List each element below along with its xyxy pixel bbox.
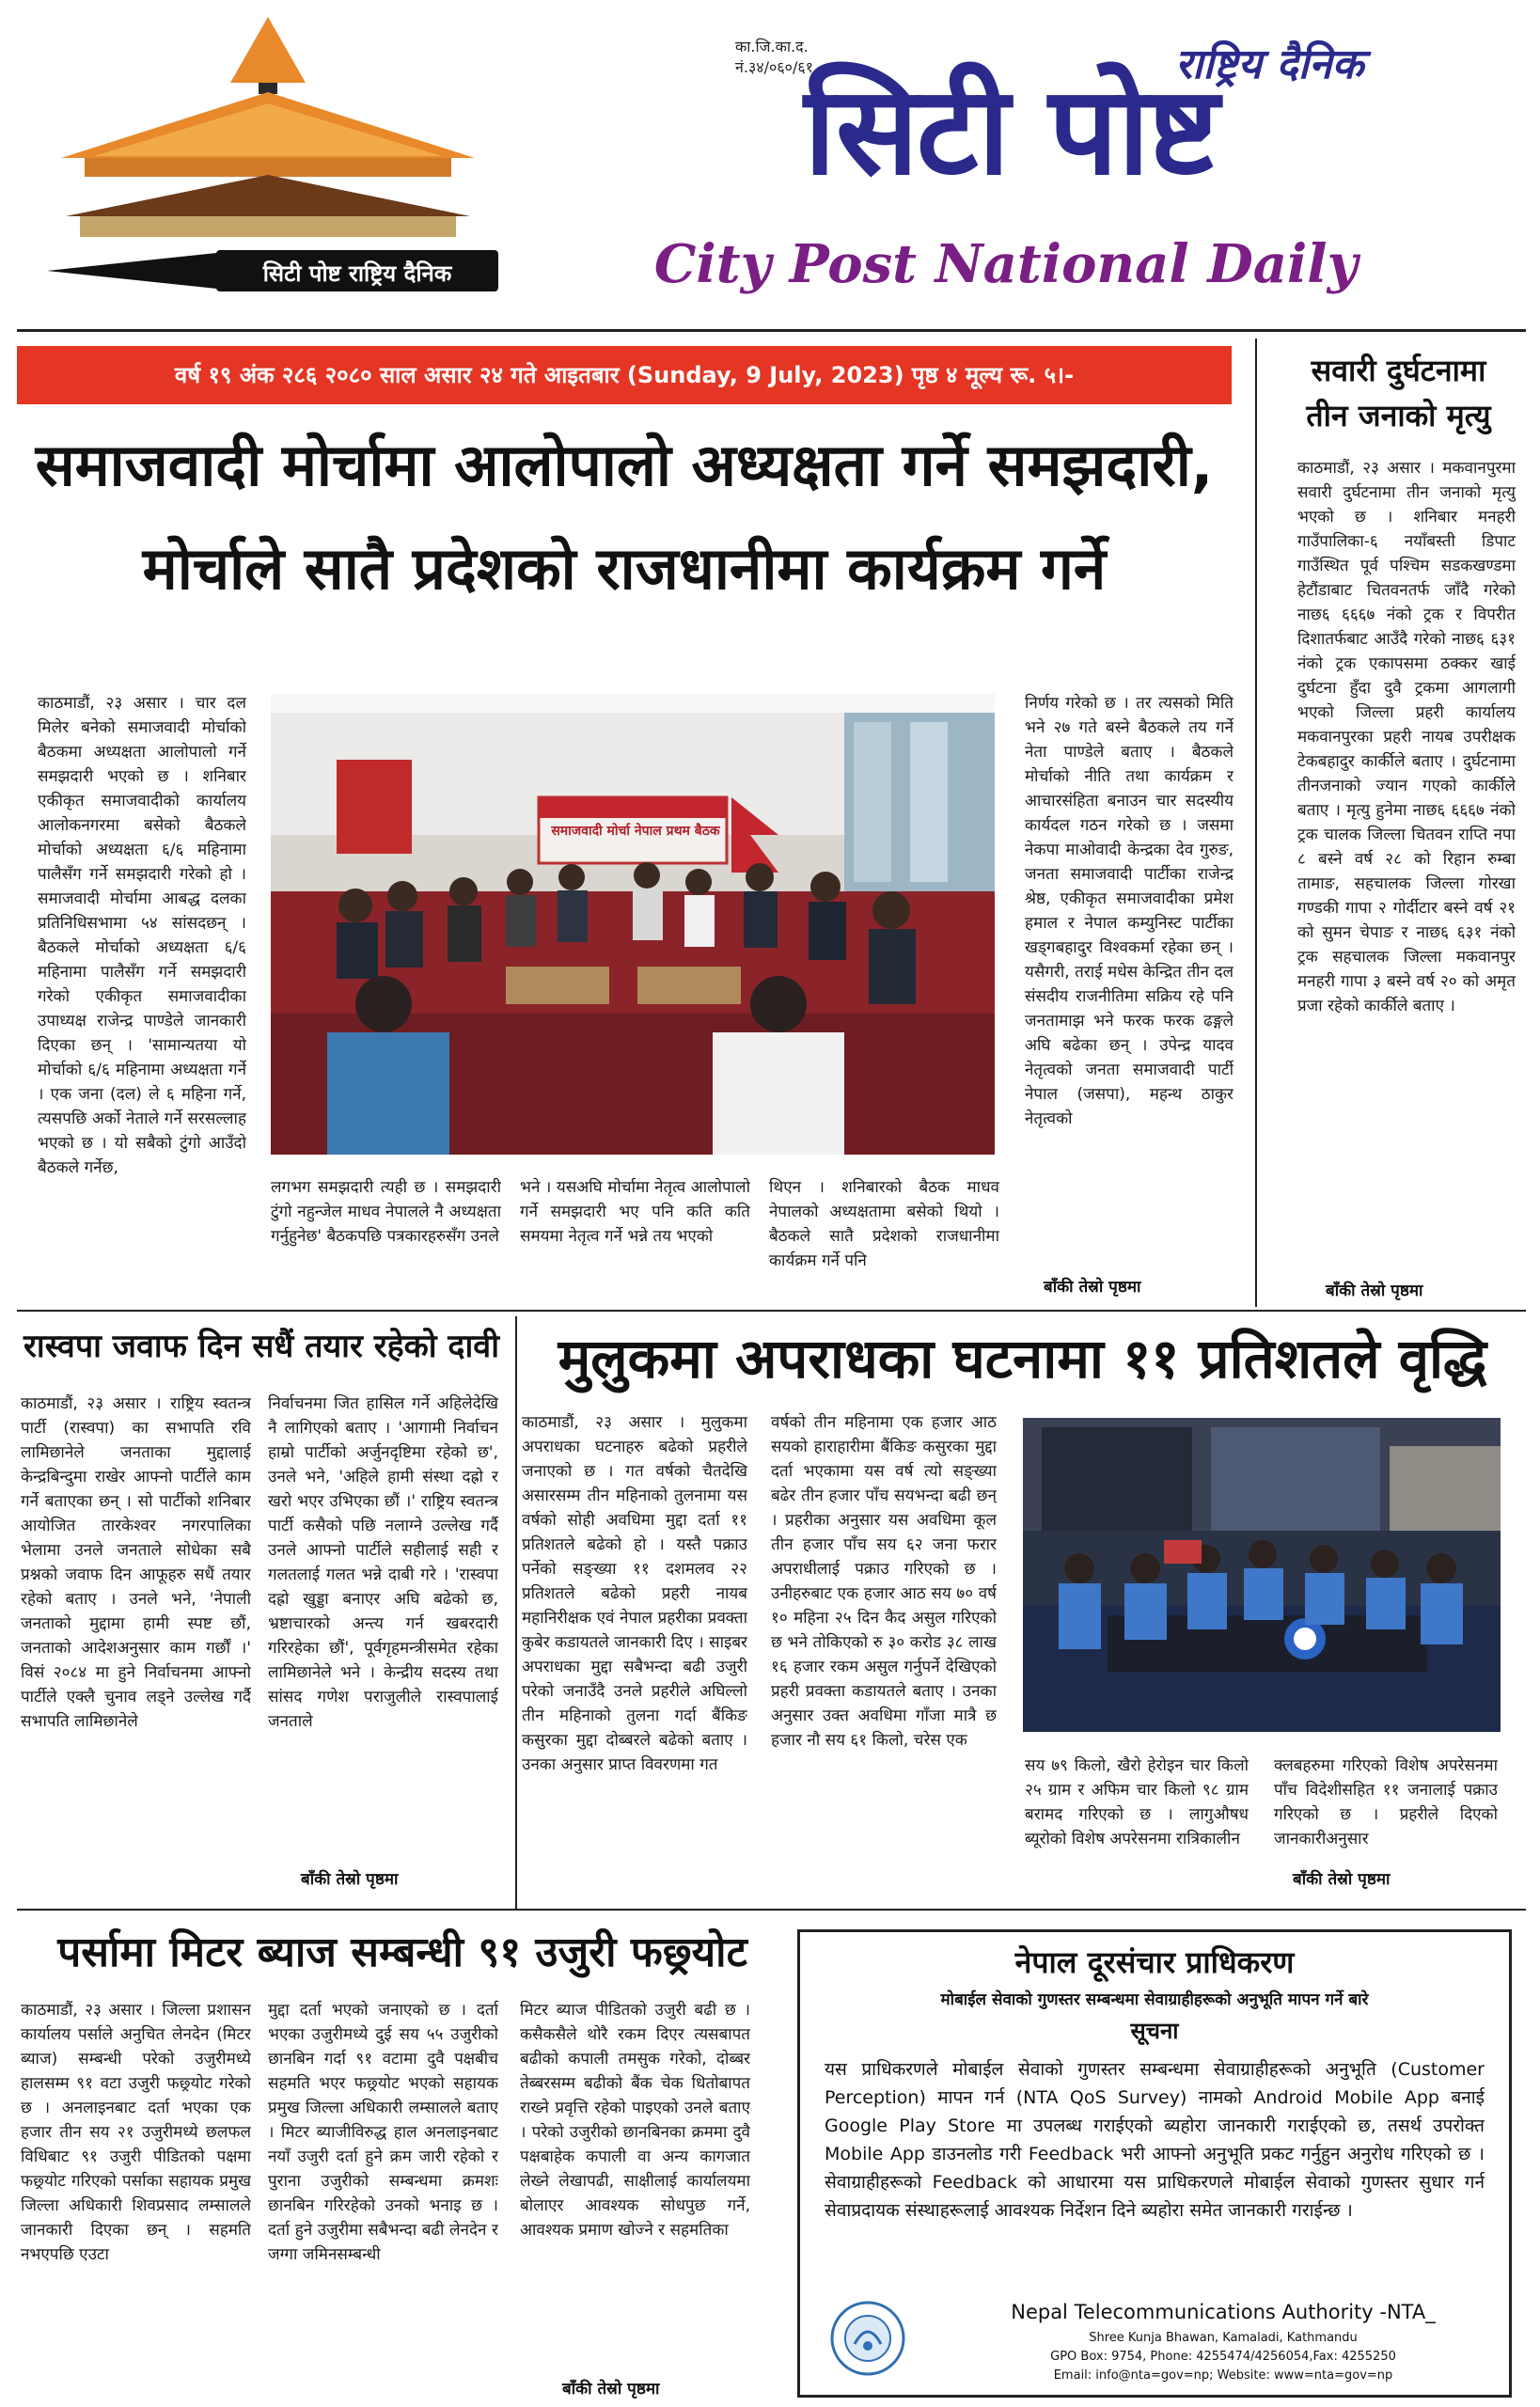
nta-org-name: Nepal Telecommunications Authority -NTA_: [1011, 2301, 1436, 2323]
section-divider-1: [17, 1310, 1526, 1312]
masthead-divider: [17, 329, 1526, 332]
parsa-column-2: मुद्दा दर्ता भएको जनाएको छ । दर्ता भएका उजुरीमध्ये दुई सय ५५ उजुरीको छानबिन गर्दा ९१ वटामा दुवै पक्षबीच सहमति भएर फछ्र्योट भएको सहायक प्रमुख जिल्ला अधिकारी लम्सालले बताए । मिटर ब्याजीविरुद्ध हाल अनलाइनबाट नयाँ उजुरी दर्ता हुने क्रम जारी रहेको र पुराना उजुरीको सम्बन्धमा क्रमशः छानबिन गरिरहेको उनको भनाइ छ । दर्ता हुने उजुरीमा सबैभन्दा बढी लेनदेन र जग्गा जमिनसम्बन्धी: [268, 2001, 498, 2264]
lead-headline-line-1: समाजवादी मोर्चामा आलोपालो अध्यक्षता गर्ने समझदारी,: [35, 431, 1214, 499]
lead-headline-line-2: मोर्चाले सातै प्रदेशको राजधानीमा कार्यक्रम गर्ने: [142, 534, 1107, 603]
registration-line-2: नं.३४/०६०/६१: [735, 58, 813, 76]
crime-photo: [1023, 1418, 1501, 1732]
lead-photo: [271, 694, 995, 1155]
masthead: [0, 0, 1540, 329]
parsa-column-1: काठमाडौं, २३ असार । जिल्ला प्रशासन कार्यालय पर्साले अनुचित लेनदेन (मिटर ब्याज) सम्बन्धी परेको उजुरीमध्ये हालसम्म ९१ वटा उजुरी फछ्र्योट गरेको छ । अनलाइनबाट दर्ता भएका एक हजार तीन सय २१ उजुरीमध्ये छलफल विधिबाट ९१ उजुरी पीडितको पक्षमा फछ्र्योट गरिएको पर्साका सहायक प्रमुख जिल्ला अधिकारी शिवप्रसाद लम्सालले जानकारी दिएका छन् । सहमति नभएपछि एउटा: [21, 2001, 251, 2264]
nta-emblem: [828, 2299, 907, 2378]
lead-column-3: भने । यसअघि मोर्चामा नेतृत्व आलोपालो गर्ने समझदारी भए पनि कति कति समयमा नेतृत्व गर्ने भन्ने तय भएको: [520, 1178, 750, 1246]
rsp-column-2: निर्वाचनमा जित हासिल गर्ने अहिलेदेखि नै लागिएको बताए । 'आगामी निर्वाचन हाम्रो पार्टीको अर्जुनदृष्टिमा रहेको छ', उनले भने, 'अहिले हामी संस्था दह्रो र खरो भएर उभिएका छौं ।' राष्ट्रिय स्वतन्त्र पार्टी कसैको पछि नलाग्ने उल्लेख गर्दै उनले आफ्नो पार्टीले सहीलाई सही र गलतलाई गलत भन्ने दाबी गरे । 'रास्वपा दह्रो खुड्डा बनाएर अघि बढेको छ, भ्रष्टाचारको अन्त्य गर्न खबरदारी गरिरहेका छौं', पूर्वगृहमन्त्रीसमेत रहेका लामिछानेले भने । केन्द्रीय सदस्य तथा सांसद गणेश पराजुलीले रास्वपालाई जनताले: [268, 1394, 498, 1731]
parsa-column-3: मिटर ब्याज पीडितको उजुरी बढी छ । कसैकसैले थोरै रकम दिएर त्यसबापत बढीको कपाली तमसुक गरेको, दोब्बर तेब्बरसम्म बढीको बैंक चेक धितोबापत राख्ने प्रवृत्ति रहेको पाइएको उनले बताए । परेको उजुरीको छानबिनका क्रममा दुवै पक्षबाहेक कपाली वा अन्य कागजात लेख्ने लेखापढी, साक्षीलाई कार्यालयमा बोलाएर आवश्यक सोधपुछ गर्ने, आवश्यक प्रमाण खोज्ने र सहमतिका: [520, 2001, 750, 2240]
logo-caption: सिटी पोष्ट राष्ट्रिय दैनिक: [262, 260, 452, 287]
parsa-headline: पर्सामा मिटर ब्याज सम्बन्धी ९१ उजुरी फछ्र्योट: [57, 1928, 747, 1976]
nta-notice-heading: सूचना: [1130, 2018, 1179, 2044]
nta-title: नेपाल दूरसंचार प्राधिकरण: [1014, 1944, 1295, 1980]
rsp-headline: रास्वपा जवाफ दिन सधैं तयार रहेको दावी: [23, 1328, 500, 1365]
side-body: काठमाडौं, २३ असार । मकवानपुरमा सवारी दुर्घटनामा तीन जनाको मृत्यु भएको छ । शनिबार मनहरी गाउँपालिका-६ नयाँबस्ती डिपाट गाउँस्थित पूर्व पश्चिम सडकखण्डमा हेटौंडाबाट चितवनतर्फ जाँदै गरेको नाछ६ ६६६७ नंको ट्रक र विपरीत दिशातर्फबाट आउँदै गरेको नाछ६ ६३१ नंको ट्रक एकापसमा ठक्कर खाई दुर्घटना हुँदा दुवै ट्रकमा आगलागी भएको जिल्ला प्रहरी कार्यालय मकवानपुरका प्रहरी नायब उपरीक्षक टेकबहादुर कार्कीले बताए । दुर्घटनामा तीनजनाको ज्यान गएको कार्कीले बताए । मृत्यु हुनेमा नाछ६ ६६६७ नंको ट्रक चालक जिल्ला चितवन राप्ति नपा ८ बस्ने वर्ष २८ को रिहान रुम्बा तामाङ, सहचालक जिल्ला गोरखा गण्डकी गापा २ गोर्दीटार बस्ने वर्ष २१ को सुमन चेपाङ र नाछ६ ६३१ नंको ट्रक सहचालक जिल्ला मकवानपुर मनहरी गापा ३ बस्ने वर्ष २० को अमृत प्रजा रहेको कार्कीले बताए ।: [1297, 459, 1516, 1015]
nta-email: Email: info@nta=gov=np; Website: www=nta=gov=np: [1053, 2368, 1393, 2383]
rsp-continued: बाँकी तेस्रो पृष्ठमा: [301, 1870, 399, 1889]
crime-column-1: काठमाडौं, २३ असार । मुलुकमा अपराधका घटनाहरु बढेको प्रहरीले जनाएको छ । गत वर्षको चैतदेखि असारसम्म तीन महिनाको तुलनामा यस वर्षको सोही अवधिमा मुद्दा दर्ता ११ प्रतिशतले बढेको हो । यस्तै पक्राउ पर्नेको सङ्ख्या ११ दशमलव २२ प्रतिशतले बढेको प्रहरी नायब महानिरीक्षक एवं नेपाल प्रहरीका प्रवक्ता कुबेर कडायतले जानकारी दिए । साइबर अपराधका मुद्दा सबैभन्दा बढी उजुरी परेको जनाउँदै उनले प्रहरीले अघिल्लो तीन महिनाको तुलना गर्दा बैंकिङ कसुरका मुद्दा दोब्बरले बढेको बताए । उनका अनुसार प्राप्त विवरणमा गत: [522, 1413, 747, 1774]
masthead-title: सिटी पोष्ट: [804, 59, 1218, 202]
lead-column-4: थिएन । शनिबारको बैठक माधव नेपालको अध्यक्षतामा बसेको थियो । बैठकले सातै प्रदेशको राजधानीमा कार्यक्रम गर्ने पनि: [769, 1178, 999, 1270]
nta-phones: GPO Box: 9754, Phone: 4255474/4256054,Fax: 4255250: [1050, 2350, 1396, 2364]
rsp-crime-divider: [515, 1316, 517, 1909]
rsp-column-1: काठमाडौं, २३ असार । राष्ट्रिय स्वतन्त्र पार्टी (रास्वपा) का सभापति रवि लामिछानेले जनताका मुद्दालाई केन्द्रबिन्दुमा राखेर आफ्नो पार्टीले काम गर्ने बताएका छन् । सो पार्टीको शनिबार आयोजित तारकेश्वर नगरपालिका भेलामा उनले जनताले सोधेका सबै प्रश्नको जवाफ दिन आफूहरु सधैं तयार रहेको बताए । उनले भने, 'नेपाली जनताको मुद्दामा हामी स्पष्ट छौं, जनताको आदेशअनुसार काम गर्छौं ।' विसं २०८४ मा हुने निर्वाचनमा आफ्नो पार्टीले एक्लै चुनाव लड्ने उल्लेख गर्दै सभापति लामिछानेले: [21, 1394, 251, 1731]
side-continued: बाँकी तेस्रो पृष्ठमा: [1326, 1282, 1423, 1300]
nta-address: Shree Kunja Bhawan, Kamaladi, Kathmandu: [1089, 2331, 1358, 2345]
lead-photo-banner: समाजवादी मोर्चा नेपाल प्रथम बैठक: [551, 824, 720, 839]
dateline-band: [17, 346, 1232, 404]
lead-column-2: लगभग समझदारी त्यही छ । समझदारी टुंगो नहुन्जेल माधव नेपालले नै अध्यक्षता गर्नुहुनेछ' बैठकपछि पत्रकारहरुसँग उनले: [271, 1178, 501, 1246]
crime-column-4: क्लबहरुमा गरिएको विशेष अपरेसनमा पाँच विदेशीसहित ११ जनालाई पक्राउ गरिएको छ । प्रहरीले दिएको जानकारीअनुसार: [1274, 1756, 1498, 1849]
side-headline-line-1: सवारी दुर्घटनामा: [1311, 353, 1486, 388]
masthead-subtitle: City Post National Daily: [653, 233, 1359, 295]
pagoda-logo: [28, 17, 508, 299]
crime-continued: बाँकी तेस्रो पृष्ठमा: [1293, 1870, 1391, 1889]
crime-column-2: वर्षको तीन महिनामा एक हजार आठ सयको हाराहारीमा बैंकिङ कसुरका मुद्दा दर्ता भएकामा यस वर्ष त्यो सङ्ख्या बढेर तीन हजार पाँच सयभन्दा बढी छन् । प्रहरीका अनुसार यस अवधिमा कूल तीन हजार पाँच सय ६२ जना फरार अपराधीलाई पक्राउ गरिएको छ । उनीहरुबाट एक हजार आठ सय ७० वर्ष १० महिना २५ दिन कैद असुल गरिएको छ भने तोकिएको रु ३० करोड ३८ लाख १६ हजार रकम असुल गर्नुपर्ने देखिएको प्रहरी प्रवक्ता कडायतले बताए । उनका अनुसार उक्त अवधिमा गाँजा मात्रै छ हजार नौ सय ६१ किलो, चरेस एक: [771, 1413, 997, 1750]
crime-column-3: सय ७९ किलो, खैरो हेरोइन चार किलो २५ ग्राम र अफिम चार किलो ९८ ग्राम बरामद गरिएको छ । लागुऔषध ब्यूरोको विशेष अपरेसनमा रात्रिकालीन: [1025, 1756, 1249, 1849]
section-divider-2: [17, 1909, 1526, 1911]
side-column-divider: [1255, 338, 1257, 1307]
lead-column-1: काठमाडौं, २३ असार । चार दल मिलेर बनेको समाजवादी मोर्चाको बैठकमा अध्यक्षता आलोपालो गर्ने समझदारी भएको छ । शनिबार एकीकृत समाजवादीको कार्यालय आलोकनगरमा बसेको बैठकले मोर्चाको अध्यक्षता ६/६ महिनामा पालैसँग गर्ने समझदारी गरेको हो । समाजवादी मोर्चामा आबद्ध दलका प्रतिनिधिसभामा ५४ सांसदछन् । बैठकले मोर्चाको अध्यक्षता ६/६ महिनामा पालैसँग गर्ने समझदारी गरेको एकीकृत समाजवादीका उपाध्यक्ष राजेन्द्र पाण्डेले जानकारी दिएका छन् । 'सामान्यतया यो मोर्चाको ६/६ महिनामा अध्यक्षता गर्ने । एक जना (दल) ले ६ महिना गर्ने, त्यसपछि अर्को नेताले गर्ने सरसल्लाह भएको छ । यो सबैको टुंगो आउँदो बैठकले गर्नेछ,: [38, 694, 246, 1177]
masthead-tagline: राष्ट्रिय दैनिक: [1175, 40, 1364, 88]
parsa-continued: बाँकी तेस्रो पृष्ठमा: [562, 2380, 660, 2399]
nta-body: यस प्राधिकरणले मोबाईल सेवाको गुणस्तर सम्बन्धमा सेवाग्राहीहरूको अनुभूति (Customer Perception) मापन गर्न (NTA QoS Survey) नामको Android Mobile App बनाई Google Play Store मा उपलब्ध गराईएको ब्यहोरा जानकारी गराईएको छ, तसर्थ उपरोक्त Mobile App डाउनलोड गरी Feedback भरी आफ्नो अनुभूति प्रकट गर्नुहुन अनुरोध गरिएको छ । सेवाग्राहीहरूको Feedback को आधारमा यस प्राधिकरणले मोबाईल सेवाको गुणस्तर सुधार गर्न सेवाप्रदायक संस्थाहरूलाई आवश्यक निर्देशन दिने ब्यहोरा समेत जानकारी गराईन्छ ।: [825, 2059, 1485, 2221]
lead-continued: बाँकी तेस्रो पृष्ठमा: [1044, 1278, 1141, 1297]
nta-advertisement: [797, 1929, 1512, 2398]
lead-column-5: निर्णय गरेको छ । तर त्यसको मिति भने २७ गते बस्ने बैठकले तय गर्ने नेता पाण्डेले बताए । बैठकले मोर्चाको नीति तथा कार्यक्रम र आचारसंहिता बनाउन चार सदस्यीय कार्यदल गठन गरेको छ । जसमा नेकपा माओवादी केन्द्रका देव गुरुङ, जनता समाजवादी पार्टीका राजेन्द्र श्रेष्ठ, एकीकृत समाजवादीका प्रमेश हमाल र नेपाल कम्युनिस्ट पार्टीका खड्गबहादुर विश्वकर्मा रहेका छन् । यसैगरी, तराई मधेस केन्द्रित तीन दल संसदीय राजनीतिमा सक्रिय रहे पनि जनतामाझ भने फरक फरक ढङ्गले अघि बढेका छन् । उपेन्द्र यादव नेतृत्वको जनता समाजवादी पार्टी नेपाल (जसपा), महन्थ ठाकुर नेतृत्वको: [1025, 694, 1234, 1128]
nta-subtitle: मोबाईल सेवाको गुणस्तर सम्बन्धमा सेवाग्राहीहरूको अनुभूति मापन गर्ने बारे: [940, 1990, 1369, 2009]
side-headline-line-2: तीन जनाको मृत्यु: [1306, 398, 1491, 433]
crime-headline: मुलुकमा अपराधका घटनामा ११ प्रतिशतले वृद्धि: [558, 1327, 1487, 1391]
dateline-text: वर्ष १९ अंक २८६ २०८० साल असार २४ गते आइतबार (Sunday, 9 July, 2023) पृष्ठ ४ मूल्य रू. ५।-: [174, 362, 1075, 388]
registration-line-1: का.जि.का.द.: [735, 38, 809, 55]
